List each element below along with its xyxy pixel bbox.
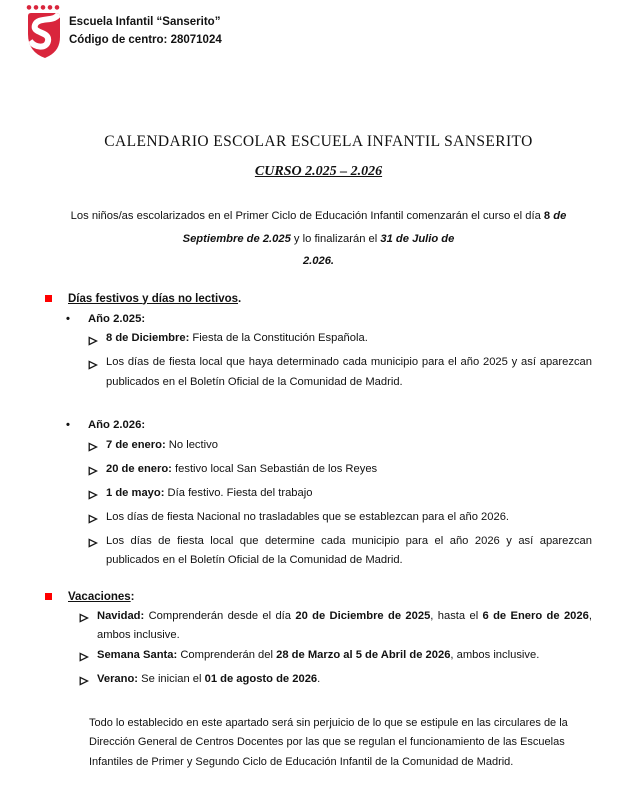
section-heading — [68, 589, 135, 605]
year-items — [45, 329, 592, 392]
text-segment: Verano: — [97, 672, 139, 685]
calendar-item-text — [106, 532, 592, 571]
calendar-item-text — [106, 460, 592, 484]
year-group — [45, 310, 592, 393]
calendar-item-text — [97, 670, 592, 694]
text-segment: . — [317, 672, 321, 685]
text-segment: , hasta el — [430, 609, 483, 622]
text-segment: 8 de Diciembre: — [106, 332, 190, 344]
text-segment: 20 de Diciembre de 2025 — [295, 609, 431, 622]
calendar-item-text — [106, 508, 592, 532]
intro-paragraph — [45, 205, 592, 273]
calendar-item — [88, 532, 592, 571]
section-dias-festivos — [45, 291, 592, 571]
section-heading-suffix: . — [238, 292, 242, 305]
arrow-bullet-icon — [88, 436, 106, 460]
calendar-item-text — [106, 353, 592, 392]
arrow-bullet-icon — [88, 329, 106, 353]
text-segment: 6 de Enero de 2026 — [482, 609, 589, 622]
calendar-item — [88, 436, 592, 460]
document-title: CALENDARIO ESCOLAR ESCUELA INFANTIL SANSERITO — [104, 133, 533, 150]
year-label-row — [66, 310, 592, 330]
calendar-item — [79, 646, 592, 670]
calendar-item — [88, 353, 592, 392]
text-segment: 20 de enero: — [106, 462, 172, 475]
calendar-item-text — [106, 484, 592, 508]
text-segment: Fiesta de la Constitución Española. — [189, 332, 368, 344]
text-segment: 1 de mayo: — [106, 486, 165, 499]
year-items — [45, 436, 592, 571]
section-heading — [68, 291, 241, 307]
calendar-item — [79, 670, 592, 694]
year-group — [45, 416, 592, 571]
calendar-item — [88, 484, 592, 508]
text-segment: Los días de fiesta local que determine cada municipio para el año 2026 y así aparezcan publicados en el Boletín Oficial de la Comunidad de Madrid. — [106, 534, 592, 566]
arrow-bullet-icon — [79, 607, 97, 646]
text-segment: , ambos inclusive. — [450, 648, 540, 661]
calendar-item-text — [106, 436, 592, 460]
text-segment: 7 de enero: — [106, 438, 166, 451]
section-items — [45, 607, 592, 694]
arrow-bullet-icon — [88, 460, 106, 484]
calendar-item — [88, 329, 592, 353]
dot-bullet-icon: • — [66, 312, 70, 325]
text-segment: 31 de Julio de — [380, 232, 455, 245]
calendar-item-text — [97, 607, 592, 646]
arrow-bullet-icon — [88, 532, 106, 571]
section-heading-row — [45, 291, 592, 307]
text-segment: festivo local San Sebastián de los Reyes — [171, 462, 378, 475]
text-segment: y lo finalizarán el — [290, 232, 381, 245]
text-segment: Navidad: — [97, 609, 145, 622]
section-vacaciones — [45, 589, 592, 694]
text-segment: Los días de fiesta local que haya determinado cada municipio para el año 2025 y así aparezcan publicados en el Boletín Oficial de la Comunidad de Madrid. — [106, 356, 592, 388]
text-segment: Los niños/as escolarizados en el Primer Ciclo de Educación Infantil comenzarán el curso el día — [70, 210, 544, 222]
text-segment: 2.026. — [302, 255, 335, 267]
intro-line — [45, 250, 592, 273]
text-segment: de — [553, 210, 567, 222]
text-segment: , ambos inclusive. — [97, 609, 592, 641]
year-label: Año 2.025: — [88, 312, 146, 325]
year-label-row — [66, 416, 592, 436]
intro-line — [45, 228, 592, 251]
arrow-bullet-icon — [79, 646, 97, 670]
course-subtitle: CURSO 2.025 – 2.026 — [254, 164, 383, 179]
arrow-bullet-icon — [88, 353, 106, 392]
calendar-item — [88, 460, 592, 484]
center-code: Código de centro: 28071024 — [69, 34, 222, 46]
section-heading-row — [45, 589, 592, 605]
arrow-bullet-icon — [79, 670, 97, 694]
text-segment: 01 de agosto de 2026 — [204, 672, 318, 685]
text-segment: Septiembre de 2.025 — [182, 232, 291, 245]
school-name: Escuela Infantil “Sanserito” — [69, 16, 221, 28]
text-segment: Día festivo. Fiesta del trabajo — [164, 486, 313, 499]
section-heading-text: Días festivos y días no lectivos — [68, 292, 239, 305]
section-heading-suffix: : — [130, 590, 135, 603]
text-segment: Se inician el — [138, 672, 205, 685]
text-segment: No lectivo — [165, 438, 218, 451]
arrow-bullet-icon — [88, 508, 106, 532]
dot-bullet-icon: • — [66, 419, 70, 431]
red-square-bullet-icon — [45, 295, 52, 302]
calendar-item — [79, 607, 592, 646]
text-segment: Comprenderán desde el día — [144, 609, 296, 622]
sections — [45, 291, 592, 694]
calendar-item-text — [97, 646, 592, 670]
section-items — [45, 310, 592, 571]
calendar-item-text — [106, 329, 592, 353]
text-segment: Semana Santa: — [97, 648, 178, 661]
footer-note: Todo lo establecido en este apartado será sin perjuicio de lo que se estipule en las circulares de la Dirección General de Centros Docentes por las que se regulan el funcionamiento de las Escuelas Infantiles de Primer y Segundo Ciclo de Educación Infantil de la Comunidad de Madrid. — [89, 716, 568, 768]
text-segment: 28 de Marzo al 5 de Abril de 2026 — [276, 648, 451, 661]
red-square-bullet-icon — [45, 593, 52, 600]
arrow-bullet-icon — [88, 484, 106, 508]
text-segment: 8 — [543, 210, 554, 222]
year-label: Año 2.026: — [88, 419, 146, 431]
section-heading-text: Vacaciones — [68, 590, 131, 603]
calendar-item — [88, 508, 592, 532]
intro-line — [45, 205, 592, 228]
text-segment: Comprenderán del — [177, 648, 277, 661]
text-segment: Los días de fiesta Nacional no trasladables que se establezcan para el año 2026. — [106, 510, 510, 523]
